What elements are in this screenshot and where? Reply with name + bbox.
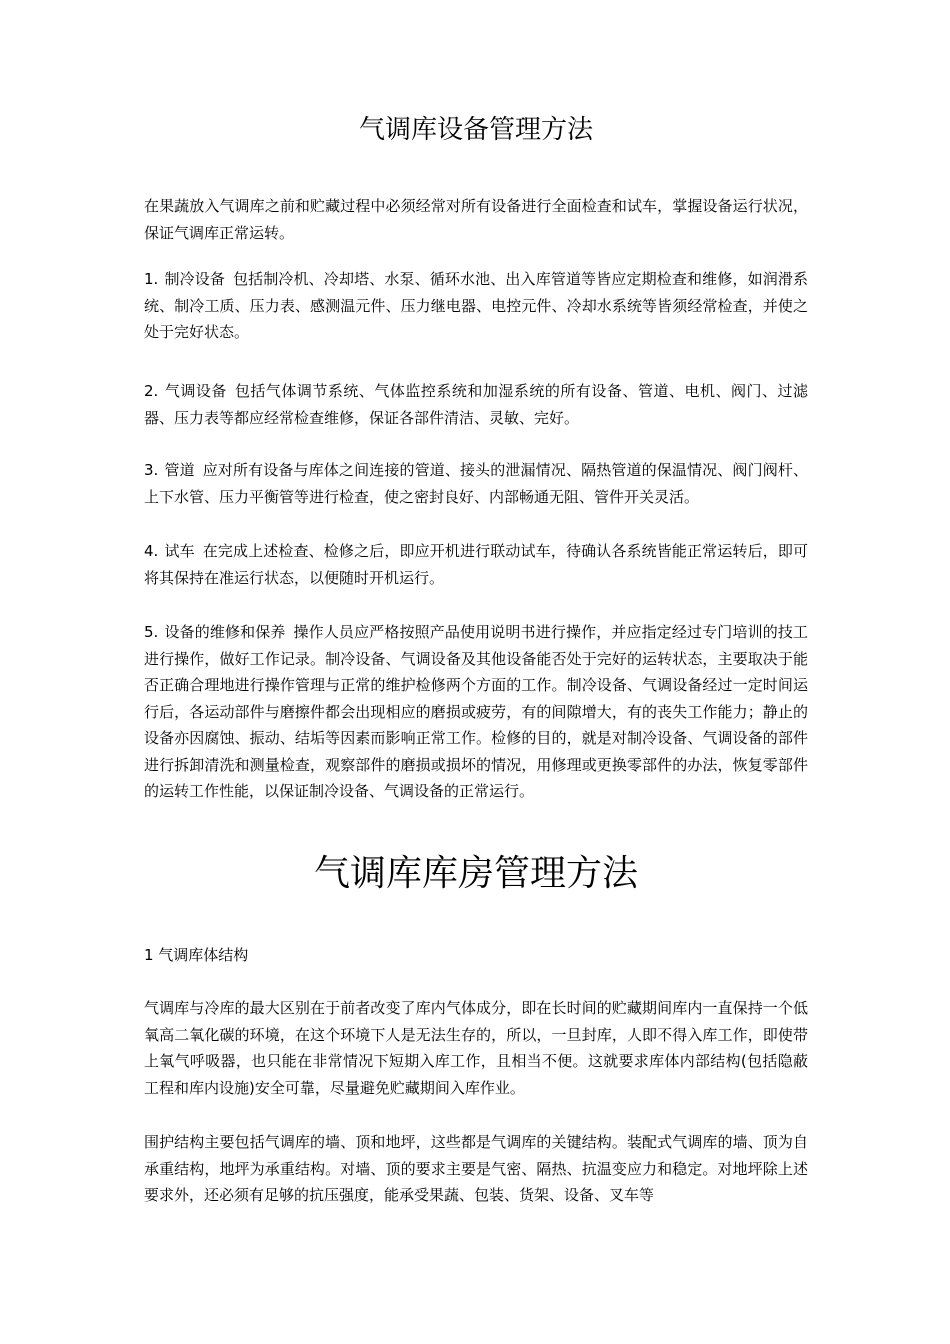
item-text: 包括制冷机、冷却塔、水泵、循环水池、出入库管道等皆应定期检查和维修，如润滑系统、制冷工质、压力表、感测温元件、压力继电器、电控元件、冷却水系统等皆须经常检查，并使之处于完好状态。 <box>144 270 808 341</box>
item-number: 2. <box>144 382 159 400</box>
section1-title: 气调库设备管理方法 <box>358 115 593 145</box>
item-number: 5. <box>144 623 159 641</box>
item-number: 3. <box>144 461 159 479</box>
item-heading: 气调设备 <box>164 382 227 400</box>
item-text: 包括气体调节系统、气体监控系统和加湿系统的所有设备、管道、电机、阀门、过滤器、压力表等都应经常检查维修，保证各部件清洁、灵敏、完好。 <box>144 382 808 427</box>
section1-intro: 在果蔬放入气调库之前和贮藏过程中必须经常对所有设备进行全面检查和试车，掌握设备运行状况，保证气调库正常运转。 <box>144 197 808 242</box>
item-text: 应对所有设备与库体之间连接的管道、接头的泄漏情况、隔热管道的保温情况、阀门阀杆、上下水管、压力平衡管等进行检查，使之密封良好、内部畅通无阻、管件开关灵活。 <box>144 461 808 506</box>
section1-item-5 <box>144 619 808 805</box>
section2-paragraph-1: 气调库与冷库的最大区别在于前者改变了库内气体成分，即在长时间的贮藏期间库内一直保持一个低氧高二氧化碳的环境，在这个环境下人是无法生存的，所以，一旦封库，人即不得入库工作，即使带上氧气呼吸器，也只能在非常情况下短期入库工作，且相当不便。这就要求库体内部结构(包括隐蔽工程和库内设施)安全可靠，尽量避免贮藏期间入库作业。 <box>144 999 808 1097</box>
item-heading: 制冷设备 <box>164 270 225 288</box>
section2-title: 气调库库房管理方法 <box>313 853 638 894</box>
item-heading: 试车 <box>164 542 195 560</box>
section1-item-3 <box>144 457 808 510</box>
section1-item-1 <box>144 266 808 346</box>
item-heading: 管道 <box>164 461 195 479</box>
section2-paragraph-2: 围护结构主要包括气调库的墙、顶和地坪，这些都是气调库的关键结构。装配式气调库的墙、顶为自承重结构，地坪为承重结构。对墙、顶的要求主要是气密、隔热、抗温变应力和稳定。对地坪除上述要求外，还必须有足够的抗压强度，能承受果蔬、包装、货架、设备、叉车等 <box>144 1133 808 1204</box>
item-text: 操作人员应严格按照产品使用说明书进行操作，并应指定经过专门培训的技工进行操作，做好工作记录。制冷设备、气调设备及其他设备能否处于完好的运转状态，主要取决于能否正确合理地进行操作管理与正常的维护检修两个方面的工作。制冷设备、气调设备经过一定时间运行后，各运动部件与磨擦件都会出现相应的磨损或疲劳，有的间隙增大，有的丧失工作能力；静止的设备亦因腐蚀、振动、结垢等因素而影响正常工作。检修的目的，就是对制冷设备、气调设备的部件进行拆卸清洗和测量检查，观察部件的磨损或损坏的情况，用修理或更换零部件的办法，恢复零部件的运转工作性能，以保证制冷设备、气调设备的正常运行。 <box>144 623 808 800</box>
item-text: 在完成上述检查、检修之后，即应开机进行联动试车，待确认各系统皆能正常运转后，即可将其保持在准运行状态，以便随时开机运行。 <box>144 542 808 587</box>
section1-item-4 <box>144 538 808 591</box>
item-number: 1. <box>144 270 159 288</box>
item-heading: 设备的维修和保养 <box>164 623 286 641</box>
section2-subheading: 1 气调库体结构 <box>144 946 249 964</box>
section1-item-2 <box>144 378 808 431</box>
item-number: 4. <box>144 542 159 560</box>
